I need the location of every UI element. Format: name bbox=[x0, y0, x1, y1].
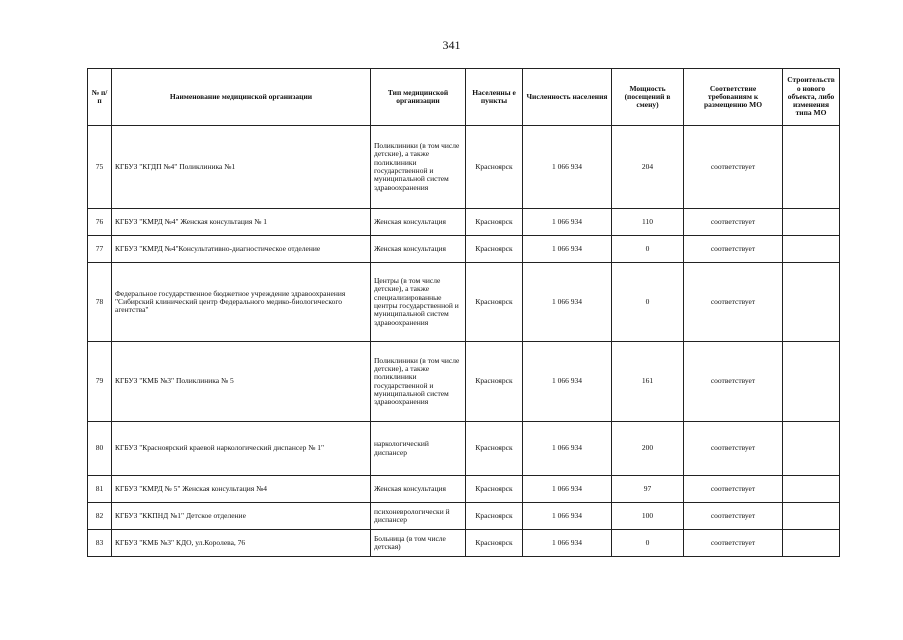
cell-name: КГБУЗ "КМБ №3" КДО, ул.Королева, 76 bbox=[112, 530, 371, 557]
table-row bbox=[88, 342, 840, 422]
cell-num: 77 bbox=[88, 236, 112, 263]
cell-population: 1 066 934 bbox=[523, 126, 612, 209]
header-construction: Строительств о нового объекта, либо изменения типа МО bbox=[783, 69, 840, 126]
page-number: 341 bbox=[442, 38, 461, 52]
cell-type: Поликлиники (в том числе детские), а также поликлиники государственной и муниципальной систем здравоохранения bbox=[371, 126, 466, 209]
cell-construction bbox=[783, 476, 840, 503]
cell-population: 1 066 934 bbox=[523, 476, 612, 503]
table-header-row bbox=[88, 69, 840, 126]
cell-compliance: соответствует bbox=[684, 476, 783, 503]
table-row bbox=[88, 530, 840, 557]
cell-compliance: соответствует bbox=[684, 530, 783, 557]
cell-capacity: 0 bbox=[612, 263, 684, 342]
cell-name: КГБУЗ "КМРД №4"Консультативно-диагностическое отделение bbox=[112, 236, 371, 263]
cell-compliance: соответствует bbox=[684, 342, 783, 422]
cell-capacity: 204 bbox=[612, 126, 684, 209]
cell-population: 1 066 934 bbox=[523, 209, 612, 236]
cell-settlement: Красноярск bbox=[466, 530, 523, 557]
header-population: Численность населения bbox=[523, 69, 612, 126]
cell-type: наркологический диспансер bbox=[371, 422, 466, 476]
cell-compliance: соответствует bbox=[684, 503, 783, 530]
cell-settlement: Красноярск bbox=[466, 476, 523, 503]
cell-capacity: 100 bbox=[612, 503, 684, 530]
cell-num: 76 bbox=[88, 209, 112, 236]
cell-type: Женская консультация bbox=[371, 476, 466, 503]
cell-settlement: Красноярск bbox=[466, 503, 523, 530]
cell-capacity: 110 bbox=[612, 209, 684, 236]
cell-capacity: 161 bbox=[612, 342, 684, 422]
cell-num: 82 bbox=[88, 503, 112, 530]
cell-compliance: соответствует bbox=[684, 263, 783, 342]
header-type: Тип медицинской организации bbox=[371, 69, 466, 126]
table-row bbox=[88, 503, 840, 530]
cell-construction bbox=[783, 530, 840, 557]
cell-capacity: 200 bbox=[612, 422, 684, 476]
cell-compliance: соответствует bbox=[684, 126, 783, 209]
cell-num: 75 bbox=[88, 126, 112, 209]
cell-num: 81 bbox=[88, 476, 112, 503]
cell-capacity: 0 bbox=[612, 236, 684, 263]
cell-capacity: 97 bbox=[612, 476, 684, 503]
table-row bbox=[88, 476, 840, 503]
cell-construction bbox=[783, 422, 840, 476]
cell-population: 1 066 934 bbox=[523, 263, 612, 342]
cell-num: 78 bbox=[88, 263, 112, 342]
cell-population: 1 066 934 bbox=[523, 342, 612, 422]
cell-population: 1 066 934 bbox=[523, 422, 612, 476]
header-settlement: Населенны е пункты bbox=[466, 69, 523, 126]
table-row bbox=[88, 236, 840, 263]
cell-type: психоневрологически й диспансер bbox=[371, 503, 466, 530]
cell-compliance: соответствует bbox=[684, 236, 783, 263]
cell-name: Федеральное государственное бюджетное учреждение здравоохранения "Сибирский клинический центр Федерального медико-биологического агентства" bbox=[112, 263, 371, 342]
header-capacity: Мощность (посещений в смену) bbox=[612, 69, 684, 126]
cell-name: КГБУЗ "КМБ №3" Поликлиника № 5 bbox=[112, 342, 371, 422]
cell-population: 1 066 934 bbox=[523, 530, 612, 557]
cell-compliance: соответствует bbox=[684, 209, 783, 236]
cell-type: Центры (в том числе детские), а также специализированные центры государственной и муниципальной систем здравоохранения bbox=[371, 263, 466, 342]
cell-population: 1 066 934 bbox=[523, 236, 612, 263]
table-row bbox=[88, 422, 840, 476]
table-row bbox=[88, 263, 840, 342]
header-compliance: Соответствие требованиям к размещению МО bbox=[684, 69, 783, 126]
cell-settlement: Красноярск bbox=[466, 422, 523, 476]
cell-num: 83 bbox=[88, 530, 112, 557]
header-name: Наименование медицинской организации bbox=[112, 69, 371, 126]
cell-construction bbox=[783, 263, 840, 342]
cell-construction bbox=[783, 126, 840, 209]
table-row bbox=[88, 126, 840, 209]
header-num: № п/п bbox=[88, 69, 112, 126]
cell-name: КГБУЗ "Красноярский краевой наркологический диспансер № 1" bbox=[112, 422, 371, 476]
cell-settlement: Красноярск bbox=[466, 209, 523, 236]
medical-organizations-table bbox=[87, 68, 840, 557]
cell-settlement: Красноярск bbox=[466, 236, 523, 263]
cell-construction bbox=[783, 342, 840, 422]
cell-name: КГБУЗ "КМРД №4" Женская консультация № 1 bbox=[112, 209, 371, 236]
cell-num: 79 bbox=[88, 342, 112, 422]
cell-settlement: Красноярск bbox=[466, 342, 523, 422]
cell-population: 1 066 934 bbox=[523, 503, 612, 530]
cell-type: Женская консультация bbox=[371, 209, 466, 236]
cell-type: Больница (в том числе детская) bbox=[371, 530, 466, 557]
cell-type: Женская консультация bbox=[371, 236, 466, 263]
cell-name: КГБУЗ "КГДП №4" Поликлиника №1 bbox=[112, 126, 371, 209]
cell-settlement: Красноярск bbox=[466, 126, 523, 209]
cell-construction bbox=[783, 503, 840, 530]
cell-num: 80 bbox=[88, 422, 112, 476]
cell-construction bbox=[783, 209, 840, 236]
cell-construction bbox=[783, 236, 840, 263]
cell-name: КГБУЗ "КМРД № 5" Женская консультация №4 bbox=[112, 476, 371, 503]
cell-settlement: Красноярск bbox=[466, 263, 523, 342]
cell-type: Поликлиники (в том числе детские), а также поликлиники государственной и муниципальной систем здравоохранения bbox=[371, 342, 466, 422]
cell-name: КГБУЗ "ККПНД №1" Детское отделение bbox=[112, 503, 371, 530]
cell-capacity: 0 bbox=[612, 530, 684, 557]
table-row bbox=[88, 209, 840, 236]
cell-compliance: соответствует bbox=[684, 422, 783, 476]
